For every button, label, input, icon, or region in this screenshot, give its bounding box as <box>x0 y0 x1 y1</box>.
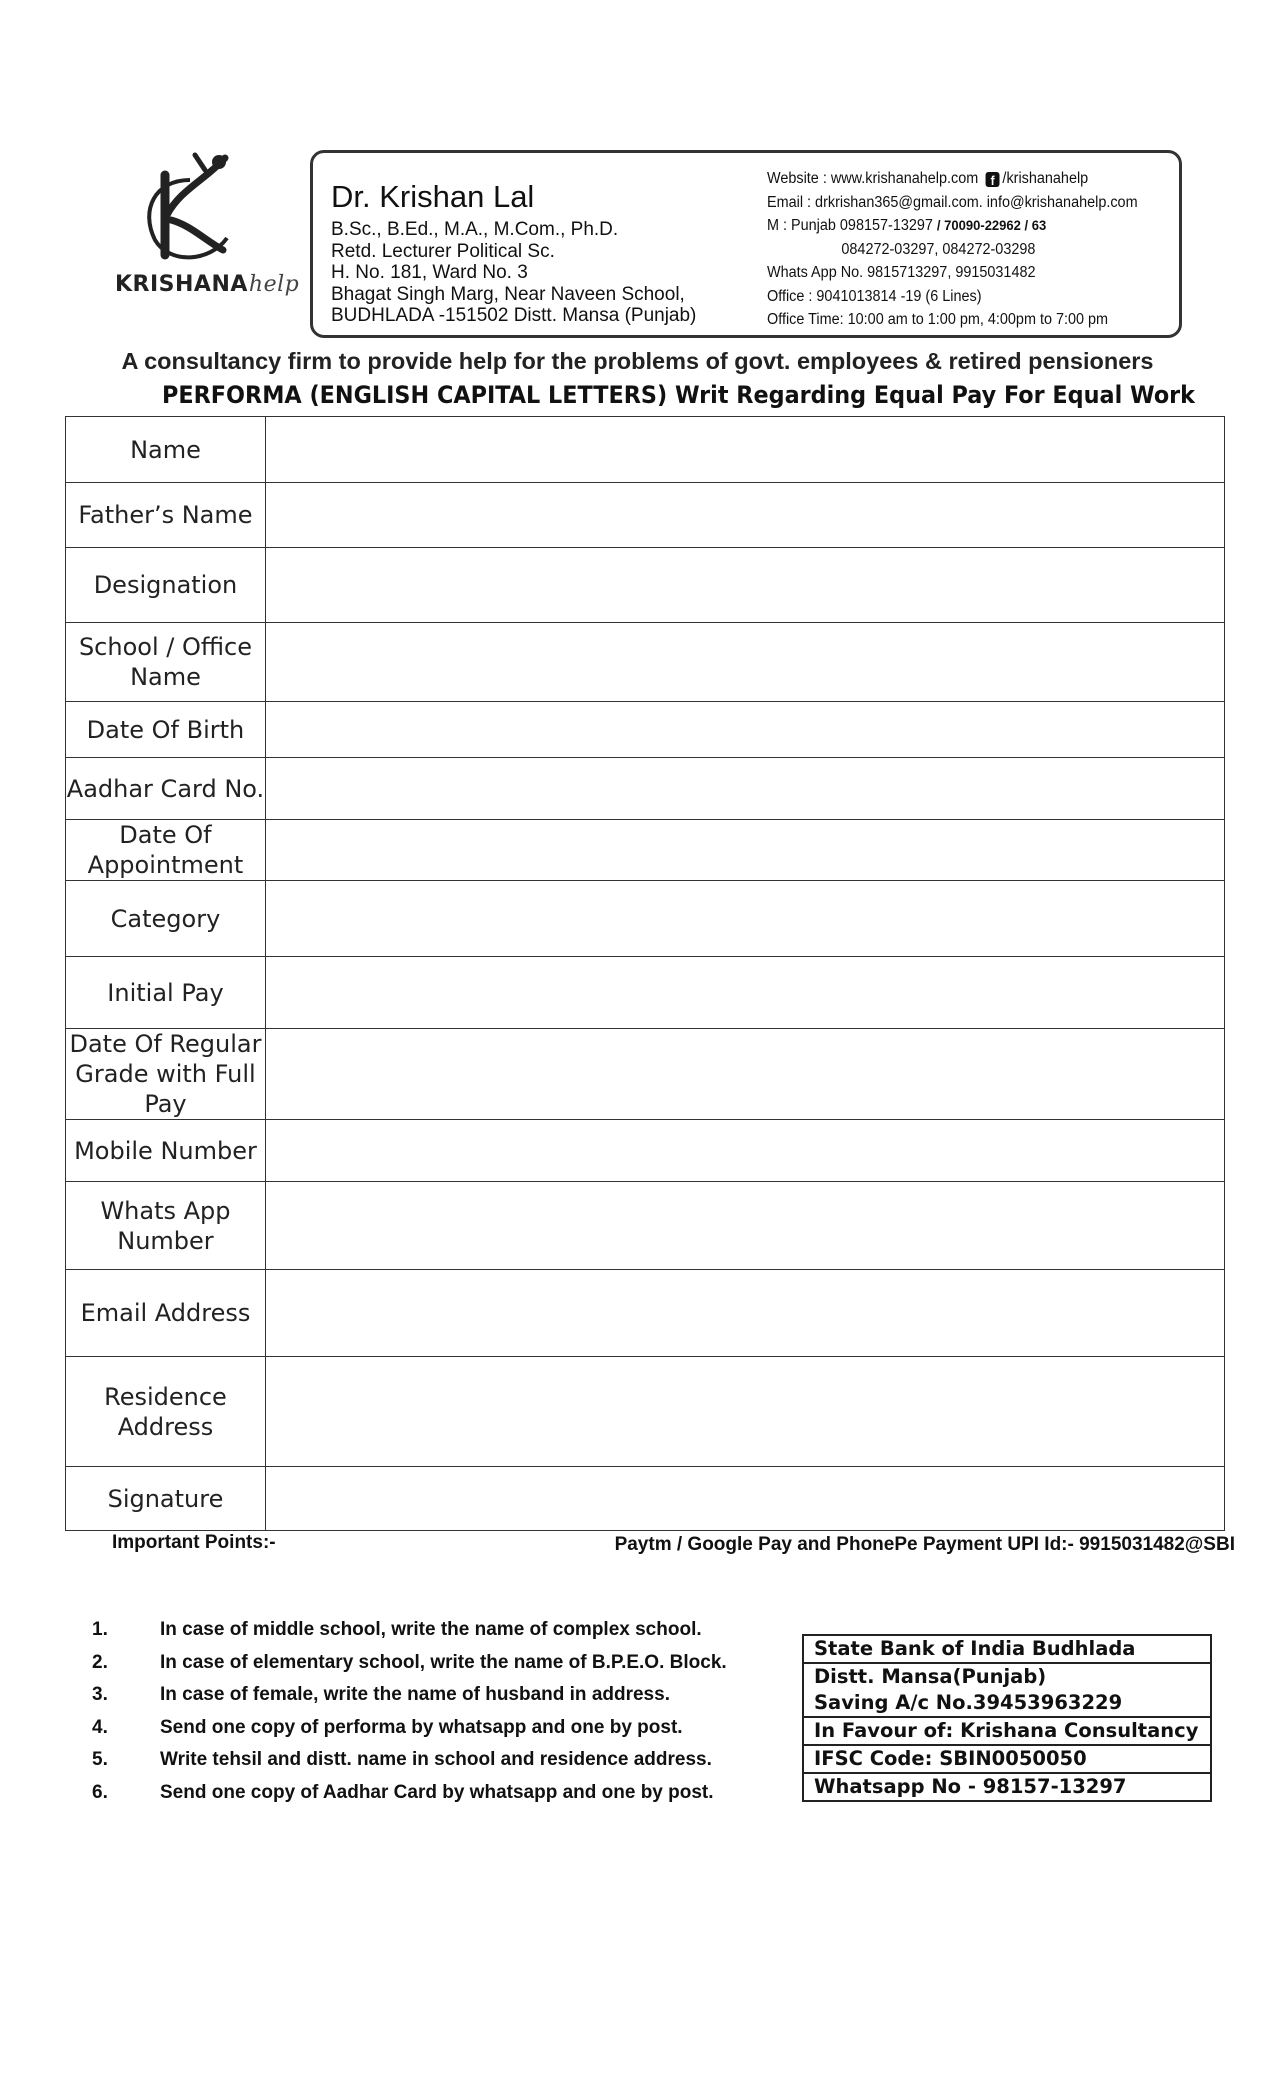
field-label: Date Of Regular Grade with Full Pay <box>66 1029 266 1120</box>
form-row <box>66 1357 1225 1467</box>
logo-text: KRISHANAhelp <box>115 272 300 297</box>
facebook-icon: f <box>986 172 1000 187</box>
field-label: Email Address <box>66 1270 266 1357</box>
contact-block <box>767 167 1138 332</box>
list-item: 6. Send one copy of Aadhar Card by whatsapp and one by post. <box>92 1781 714 1803</box>
upi-payment-id: Paytm / Google Pay and PhonePe Payment UPI Id:- 9915031482@SBI <box>614 1534 1235 1555</box>
form-row <box>66 957 1225 1029</box>
office-line: Office : 9041013814 -19 (6 Lines) <box>767 287 982 305</box>
field-label: Father’s Name <box>66 483 266 548</box>
doctor-name: Dr. Krishan Lal <box>331 179 535 214</box>
form-row <box>66 1120 1225 1182</box>
form-row <box>66 1467 1225 1531</box>
email-line[interactable]: Email : drkrishan365@gmail.com. info@krishanahelp.com <box>767 193 1138 211</box>
regular-grade-date-field[interactable] <box>265 1029 1224 1120</box>
list-item: 5. Write tehsil and distt. name in school and residence address. <box>92 1749 712 1770</box>
bank-favour: In Favour of: Krishana Consultancy <box>803 1717 1211 1745</box>
field-label: Signature <box>66 1467 266 1531</box>
category-field[interactable] <box>265 881 1224 957</box>
qualification-line: B.Sc., B.Ed., M.A., M.Com., Ph.D. <box>331 219 619 240</box>
form-row <box>66 623 1225 702</box>
address-line: BUDHLADA -151502 Distt. Mansa (Punjab) <box>331 305 697 326</box>
list-item: 3. In case of female, write the name of husband in address. <box>92 1684 670 1705</box>
mobile-number-field[interactable] <box>265 1120 1224 1182</box>
list-item: 1. In case of middle school, write the name of complex school. <box>92 1619 702 1640</box>
address-line: Bhagat Singh Marg, Near Naveen School, <box>331 283 685 305</box>
website-line <box>767 167 1138 191</box>
field-label: Name <box>66 417 266 483</box>
date-of-appointment-field[interactable] <box>265 820 1224 881</box>
form-row <box>66 1029 1225 1120</box>
letterhead-box <box>310 150 1182 338</box>
important-points-list <box>92 1614 727 1809</box>
field-label: Initial Pay <box>66 957 266 1029</box>
bank-account-info: Distt. Mansa(Punjab) Saving A/c No.39453963229 <box>803 1663 1211 1717</box>
tagline: A consultancy firm to provide help for the problems of govt. employees & retired pensioners <box>121 348 1154 374</box>
office-time-line: Office Time: 10:00 am to 1:00 pm, 4:00pm to 7:00 pm <box>767 311 1109 328</box>
field-label: Whats App Number <box>66 1182 266 1270</box>
bank-details-box <box>802 1634 1212 1802</box>
field-label: Date Of Birth <box>66 702 266 758</box>
date-of-birth-field[interactable] <box>265 702 1224 758</box>
school-office-field[interactable] <box>265 623 1224 702</box>
whatsapp-line: Whats App No. 9815713297, 9915031482 <box>767 264 1036 281</box>
aadhar-field[interactable] <box>265 758 1224 820</box>
form-row <box>66 881 1225 957</box>
whatsapp-number-field[interactable] <box>265 1182 1224 1270</box>
phones-line: 084272-03297, 084272-03298 <box>841 240 1036 258</box>
field-label: School / Office Name <box>66 623 266 702</box>
field-label: Residence Address <box>66 1357 266 1467</box>
email-address-field[interactable] <box>265 1270 1224 1357</box>
form-row <box>66 1182 1225 1270</box>
father-name-field[interactable] <box>265 483 1224 548</box>
field-label: Mobile Number <box>66 1120 266 1182</box>
residence-address-field[interactable] <box>265 1357 1224 1467</box>
name-field[interactable] <box>265 417 1224 483</box>
form-row <box>66 483 1225 548</box>
list-item: 2. In case of elementary school, write the name of B.P.E.O. Block. <box>92 1651 727 1673</box>
bank-ifsc: IFSC Code: SBIN0050050 <box>803 1745 1211 1773</box>
mobile-line: M : Punjab 098157-13297 / 70090-22962 / 63 <box>767 217 1047 234</box>
krishana-logo-icon <box>135 150 245 270</box>
bank-whatsapp: Whatsapp No - 98157-13297 <box>803 1773 1211 1801</box>
form-row <box>66 548 1225 623</box>
list-item: 4. Send one copy of performa by whatsapp and one by post. <box>92 1716 683 1738</box>
field-label: Designation <box>66 548 266 623</box>
field-label: Category <box>66 881 266 957</box>
form-row <box>66 820 1225 881</box>
initial-pay-field[interactable] <box>265 957 1224 1029</box>
performa-form <box>65 416 1225 1531</box>
website[interactable]: Website : www.krishanahelp.com <box>767 170 979 187</box>
form-title: PERFORMA (ENGLISH CAPITAL LETTERS) Writ Regarding Equal Pay For Equal Work <box>162 381 1196 409</box>
field-label: Aadhar Card No. <box>66 758 266 820</box>
form-row <box>66 758 1225 820</box>
field-label: Date Of Appointment <box>66 820 266 881</box>
form-row <box>66 702 1225 758</box>
bank-name: State Bank of India Budhlada <box>803 1635 1211 1663</box>
facebook-handle[interactable]: /krishanahelp <box>1002 170 1089 187</box>
logo <box>110 150 300 310</box>
form-row <box>66 1270 1225 1357</box>
qualification-line: Retd. Lecturer Political Sc. <box>331 240 555 262</box>
address-line: H. No. 181, Ward No. 3 <box>331 262 528 283</box>
signature-field[interactable] <box>265 1467 1224 1531</box>
designation-field[interactable] <box>265 548 1224 623</box>
form-row <box>66 417 1225 483</box>
important-points-label: Important Points:- <box>112 1532 276 1553</box>
qualifications-block <box>331 219 696 327</box>
